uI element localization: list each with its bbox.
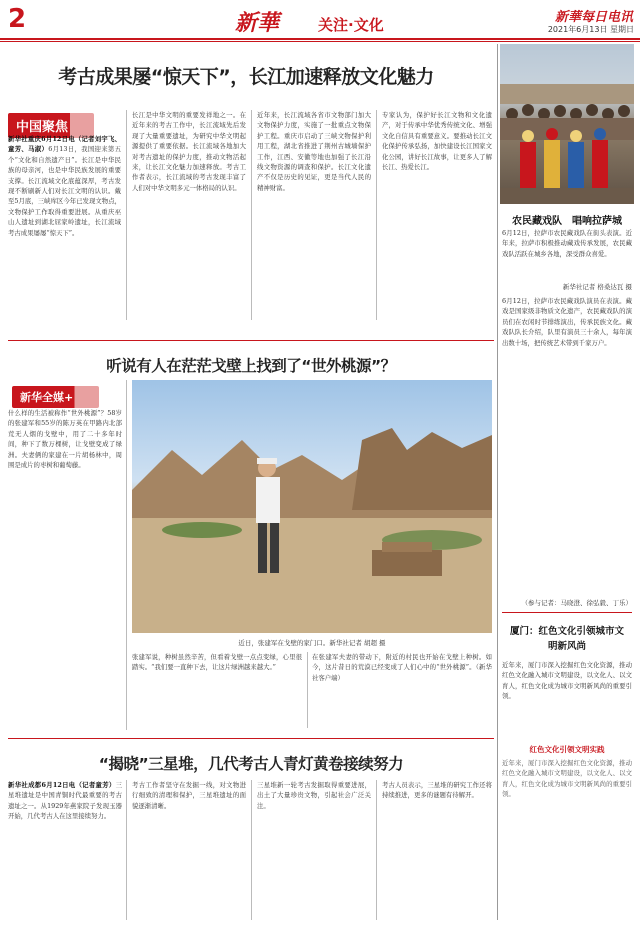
sidebar-text-c: 近年来，厦门市深入挖掘红色文化资源，推动红色文化融入城市文明建设，以文化人、以文育人，红色文化成为城市文明新风尚的重要引领。 <box>502 661 632 701</box>
issue-date: 2021年6月13日 星期日 <box>547 25 634 34</box>
tag-xinhua-allmedia: 新华全媒+ <box>12 386 99 408</box>
story3-lead: 新华社成都6月12日电（记者童芳） <box>8 781 116 789</box>
story1-col4: 专家认为，保护好长江文物和文化遗产，对于传承中华优秀传统文化、增强文化自信具有重要意义。要推动长江文化保护传承弘扬，加快建设长江国家文化公园，讲好长江故事，让更多人了解长江、热爱长江。 <box>382 111 492 172</box>
story2-col4: 在张建军夫妻的带动下，附近的村民也开始在戈壁上种树。如今，这片昔日的荒漠已经变成了人们心中的“世外桃源”。（新华社客户端） <box>312 653 492 682</box>
newspaper-logo: 新華 <box>235 10 280 36</box>
story1-col1 <box>8 134 121 312</box>
sidebar-credit-a: 新华社记者 格桑达瓦 摄 <box>562 283 632 291</box>
sidebar-text-b: 6月12日，拉萨市农民藏戏队演员在表演。藏戏是国家级非物质文化遗产，农民藏戏队的演员们在农闲时节排练演出，传承民族文化。藏戏队队长介绍，队里有演员三十余人，每年演出数十场，把传统艺术带到千家万户。 <box>502 297 632 347</box>
col-divider <box>376 780 377 920</box>
section-divider <box>8 738 494 739</box>
sidebar-text-c-repeat: 近年来，厦门市深入挖掘红色文化资源，推动红色文化融入城市文明建设，以文化人、以文育人，红色文化成为城市文明新风尚的重要引领。 <box>502 759 632 799</box>
col-divider <box>126 110 127 320</box>
col-divider <box>126 780 127 920</box>
story3-col2: 考古工作者坚守在发掘一线，对文物进行细致的清理和保护，三星堆遗址的面貌逐渐清晰。 <box>132 781 246 810</box>
story3-col1 <box>8 780 122 920</box>
col-divider <box>126 380 127 730</box>
headline-story3: “揭晓”三星堆，几代考古人青灯黄卷接续努力 <box>98 755 404 773</box>
col-divider <box>307 652 308 728</box>
section-divider <box>8 340 494 341</box>
headline-story1: 考古成果屡“惊天下”，长江加速释放文化魅力 <box>58 66 434 88</box>
story3-col3: 三星堆新一轮考古发掘取得重要进展，出土了大量珍贵文物，引起社会广泛关注。 <box>257 781 371 810</box>
story2-col1: 什么样的生活被称作“世外桃源”？58岁的张建军和55岁的陈万英在甲路内北部荒无人烟的戈壁中，用了二十多年时间，种下了数万棵树，让戈壁变成了绿洲。夫妻俩的家建在一片胡杨林中，周围是成片的枣树和葡萄藤。 <box>8 409 122 470</box>
sidebar-subhead-c: 红色文化引领文明实践 <box>529 745 605 754</box>
photo-gobi-desert-man <box>132 380 492 633</box>
tag-china-focus: 中国聚焦 <box>8 113 94 138</box>
story1-col1-text: 6月13日，我国迎来第五个“文化和自然遗产日”。长江是中华民族的母亲河，也是中华民族发展的重要支撑。长江流域文化底蕴深厚，考古发现不断刷新人们对长江文明的认识。戴至5月底，三峡库区今年已发现文物点，文物保护工作取得重要进展。从重庆巫山人遗址到湖北屈家岭遗址，长江流域考古成果屡屡“惊天下”。 <box>8 145 121 237</box>
page-number: 2 <box>8 4 27 34</box>
story2-col3: 张建军说，种树虽然辛苦，但看着戈壁一点点变绿，心里很踏实。“我们要一直种下去，让这片绿洲越来越大。” <box>132 653 302 672</box>
headline-story2: 听说有人在茫茫戈壁上找到了“世外桃源”？ <box>106 357 396 375</box>
col-divider <box>251 780 252 920</box>
story1-col3: 近年来，长江流域各省市文物部门加大文物保护力度，实施了一批重点文物保护工程。重庆市启动了三峡文物保护利用工程，湖北省推进了荆州古城墙保护工作，江西、安徽等地也加强了长江沿线文物资源的调查和保护。长江文化遗产不仅是历史的见证，更是当代人民的精神财富。 <box>257 111 371 192</box>
sidebar-photo-tibetan-opera <box>500 44 634 204</box>
sidebar-divider-h <box>502 612 632 613</box>
story3-col1-text: 三星堆遗址是中国青铜时代最重要的考古遗址之一。从1929年燕家院子发现玉器开始，几代考古人在这里接续努力。 <box>8 781 122 821</box>
section-title: 关注·文化 <box>318 16 384 34</box>
gobi-landscape-illustration <box>132 380 492 633</box>
header-rule-thin <box>0 41 640 42</box>
brand-name: 新華每日电讯 <box>554 10 633 25</box>
sidebar-headline-c: 厦门：红色文化引领城市文明新风尚 <box>510 626 625 652</box>
col-divider <box>376 110 377 320</box>
story1-lead: 新华社重庆6月12日电（记者刘宇飞、童芳、马淑） <box>8 135 121 154</box>
sidebar-text-c-cont <box>502 758 632 920</box>
story1-col2: 长江是中华文明的重要发祥地之一。在近年来的考古工作中，长江流域先后发现了大量重要遗址，为研究中华文明起源提供了重要依据。长江流域各地加大对考古遗址的保护力度，推动文物活起来，让长江文化魅力加速释放。考古工作者表示，长江流域的考古发现丰富了人们对中华文明多元一体格局的认识。 <box>132 111 246 192</box>
col-divider <box>251 110 252 320</box>
sidebar-headline-a: 农民藏戏队 唱响拉萨城 <box>512 216 622 227</box>
sidebar-credit-b: （参与记者：马晓澄、徐弘毅、丁乐） <box>521 599 632 607</box>
story3-col4: 考古人员表示，三星堆的研究工作还将持续推进，更多的谜题有待解开。 <box>382 781 492 800</box>
tibetan-opera-illustration <box>500 44 634 204</box>
header-rule <box>0 38 640 40</box>
sidebar-text-a: 6月12日，拉萨市农民藏戏队在街头表演。近年来，拉萨市积极推动藏戏传承发展，农民藏戏队活跃在城乡各地，深受群众喜爱。 <box>502 229 632 258</box>
photo-caption: 近日，张建军在戈壁的家门口。新华社记者 胡超 摄 <box>238 639 386 647</box>
sidebar-divider <box>497 44 498 920</box>
